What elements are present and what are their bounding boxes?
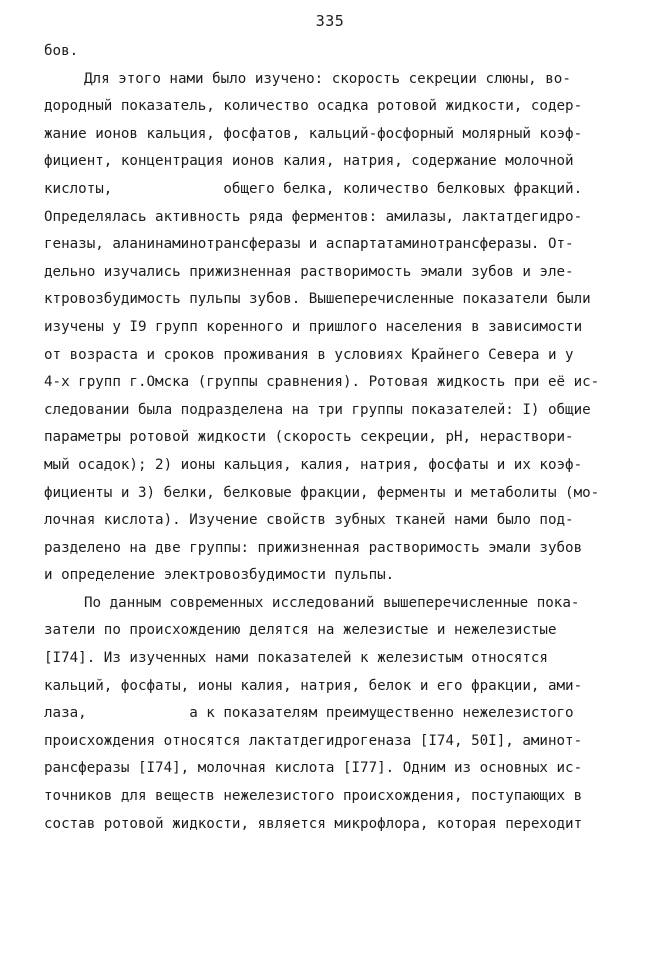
text-line: и определение электровозбудимости пульпы. bbox=[44, 567, 395, 584]
text-line: дородный показатель, количество осадка ротовой жидкости, содер- bbox=[44, 98, 583, 115]
text-line: фициенты и 3) белки, белковые фракции, ферменты и метаболиты (мо- bbox=[44, 484, 600, 501]
text-line: лаза, а к показателям преимущественно нежелезистого bbox=[44, 705, 574, 722]
text-line: следовании была подразделена на три группы показателей: I) общие bbox=[44, 401, 591, 418]
text-line: Определялась активность ряда ферментов: амилазы, лактатдегидро- bbox=[44, 208, 583, 225]
text-line: фициент, концентрация ионов калия, натрия, содержание молочной bbox=[44, 153, 574, 170]
text-line: Для этого нами было изучено: скорость секреции слюны, во- bbox=[84, 70, 571, 87]
text-line: 4-х групп г.Омска (группы сравнения). Ротовая жидкость при её ис- bbox=[44, 374, 600, 391]
text-line: точников для веществ нежелезистого происхождения, поступающих в bbox=[44, 788, 583, 805]
text-line: происхождения относятся лактатдегидрогеназа [I74, 50I], аминот- bbox=[44, 732, 583, 749]
page-number: 335 bbox=[315, 12, 345, 30]
text-line: По данным современных исследований вышеперечисленные пока- bbox=[84, 594, 580, 611]
text-line: лочная кислота). Изучение свойств зубных тканей нами было под- bbox=[44, 512, 574, 529]
text-line: от возраста и сроков проживания в условиях Крайнего Севера и у bbox=[44, 346, 574, 363]
text-line: разделено на две группы: прижизненная растворимость эмали зубов bbox=[44, 539, 583, 556]
text-line: рансферазы [I74], молочная кислота [I77]. Одним из основных ис- bbox=[44, 760, 583, 777]
text-line: кальций, фосфаты, ионы калия, натрия, белок и его фракции, ами- bbox=[44, 677, 583, 694]
text-line: изучены у I9 групп коренного и пришлого населения в зависимости bbox=[44, 318, 583, 335]
text-line: бов. bbox=[44, 43, 79, 59]
text-line: мый осадок); 2) ионы кальция, калия, натрия, фосфаты и их коэф- bbox=[44, 456, 583, 473]
body-text bbox=[44, 38, 614, 838]
text-line: состав ротовой жидкости, является микрофлора, которая переходит bbox=[44, 815, 583, 832]
text-line: ктровозбудимость пульпы зубов. Вышеперечисленные показатели были bbox=[44, 291, 591, 308]
text-line: параметры ротовой жидкости (скорость секреции, pH, нераствори- bbox=[44, 429, 574, 446]
text-line: жание ионов кальция, фосфатов, кальций-фосфорный молярный коэф- bbox=[44, 125, 583, 142]
text-line: геназы, аланинаминотрансферазы и аспартатаминотрансферазы. От- bbox=[44, 236, 574, 253]
text-line: затели по происхождению делятся на железистые и нежелезистые bbox=[44, 622, 557, 639]
text-line: дельно изучались прижизненная растворимость эмали зубов и эле- bbox=[44, 263, 574, 280]
text-line: кислоты, общего белка, количество белковых фракций. bbox=[44, 180, 583, 197]
text-line: [I74]. Из изученных нами показателей к железистым относятся bbox=[44, 650, 548, 667]
